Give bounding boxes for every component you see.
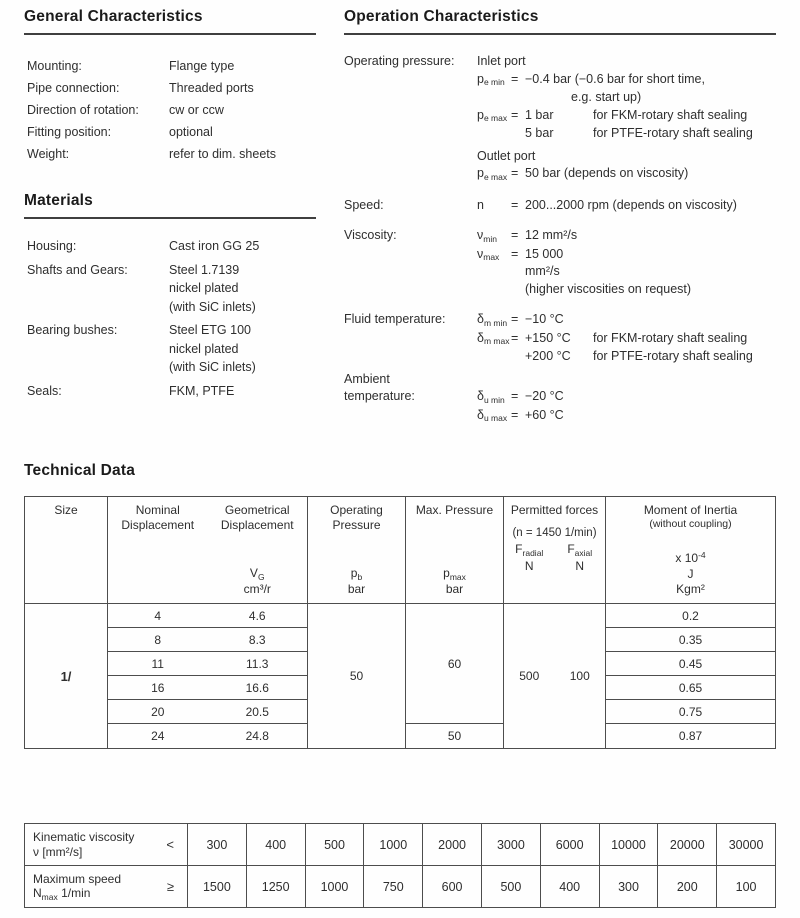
material-value-line: (with SiC inlets) <box>169 360 256 374</box>
op-line <box>344 53 776 71</box>
pb-unit-block <box>308 566 405 597</box>
top-columns <box>24 8 776 456</box>
header-inertia-label: Moment of Inertia <box>643 503 738 517</box>
material-value-line: (with SiC inlets) <box>169 299 256 314</box>
pmax-unit: bar <box>445 582 464 596</box>
header-permitted-forces <box>504 497 605 604</box>
header-size <box>25 497 107 604</box>
material-label: Seals: <box>27 383 62 398</box>
op-symbol: $\delta_{u min}$ <box>477 389 505 405</box>
op-equals: = <box>511 407 519 422</box>
op-value: +60 °C <box>525 407 564 422</box>
inertia-value: 0.87 <box>678 729 703 743</box>
vg-unit: cm³/r <box>243 582 271 596</box>
general-characteristics-title: General Characteristics <box>24 8 203 25</box>
op-symbol: $\nu_{max}$ <box>477 246 500 262</box>
vg-subscript: G <box>257 571 265 582</box>
vg-symbol: $V_G$ <box>249 566 265 582</box>
op-label: Viscosity: <box>344 228 397 242</box>
kv-row <box>24 121 316 143</box>
f-axial-unit: N <box>575 559 585 573</box>
pb-unit: bar <box>347 582 366 596</box>
inertia-value: 0.75 <box>606 700 775 724</box>
viscosity-value: 10000 <box>599 824 658 865</box>
nominal-value: 24 <box>151 729 165 743</box>
material-row <box>24 382 316 401</box>
geometrical-value: 8.3 <box>248 632 266 647</box>
op-symbol-sub: m max <box>483 336 510 346</box>
op-value: 50 bar (depends on viscosity) <box>525 166 689 180</box>
op-symbol: $p_{e min}$ <box>477 71 505 87</box>
material-label: Housing: <box>27 239 77 253</box>
max-speed-value: 500 <box>481 866 540 907</box>
max-speed-row <box>25 865 775 907</box>
nominal-value: 8 <box>154 632 162 647</box>
left-column <box>24 8 316 456</box>
viscosity-value: 400 <box>246 824 305 865</box>
f-radial-value: 500 <box>519 669 540 683</box>
table-row <box>108 604 307 628</box>
op-equals: = <box>511 389 519 403</box>
header-permitted-forces-label: Permitted forces <box>510 503 599 517</box>
op-group-heading: Inlet port <box>477 54 526 68</box>
column-size <box>25 497 107 748</box>
general-characteristics-list <box>24 55 316 165</box>
pb-symbol: $p_b$ <box>350 566 363 582</box>
op-label: temperature: <box>344 389 415 403</box>
max-speed-value: 1500 <box>187 866 246 907</box>
pmax-unit-block <box>406 566 503 597</box>
op-value: +150 °C <box>525 330 571 345</box>
material-value <box>169 382 234 401</box>
material-value <box>169 261 256 317</box>
op-note: for FKM-rotary shaft sealing <box>593 330 748 345</box>
op-symbol-sub: u min <box>483 394 505 405</box>
header-operating-pressure <box>308 497 405 604</box>
op-value: (higher viscosities on request) <box>525 281 692 296</box>
title-rule <box>24 33 316 35</box>
op-group-heading: Outlet port <box>477 148 536 163</box>
max-speed-value: 300 <box>599 866 658 907</box>
viscosity-value: 6000 <box>540 824 599 865</box>
max-speed-value: 1000 <box>305 866 364 907</box>
technical-data-table <box>24 496 776 749</box>
op-value: 5 bar <box>525 126 554 140</box>
material-value-line: nickel plated <box>169 281 239 295</box>
nominal-value: 4 <box>154 608 162 623</box>
size-value: 1/ <box>60 668 72 684</box>
spacer <box>108 566 208 597</box>
inertia-title-block <box>606 503 775 531</box>
viscosity-value: 3000 <box>481 824 540 865</box>
material-value-line: Steel ETG 100 <box>169 323 251 337</box>
inertia-exponent-sup: -4 <box>698 550 706 560</box>
materials-list <box>24 237 316 400</box>
vg-unit-block <box>208 566 308 597</box>
inertia-note: (without coupling) <box>649 518 732 530</box>
op-value: −0.4 bar (−0.6 bar for short time, <box>525 71 705 86</box>
header-geometrical-displacement: Geometrical Displacement <box>220 503 294 532</box>
material-value <box>169 237 259 256</box>
viscosity-value: 30000 <box>716 824 775 865</box>
inertia-rows <box>606 604 775 748</box>
max-speed-value: 100 <box>716 866 775 907</box>
kv-row <box>24 143 316 165</box>
max-speed-value: 750 <box>363 866 422 907</box>
op-symbol-sub: m min <box>483 317 508 328</box>
header-max-pressure-label: Max. Pressure <box>415 503 494 517</box>
nominal-value: 20 <box>151 704 165 719</box>
operating-pressure-value: 50 <box>349 669 364 683</box>
kv-label: Weight: <box>27 147 70 161</box>
max-speed-label-line1: Maximum speed <box>33 871 122 886</box>
op-symbol-sub: u max <box>483 413 508 423</box>
kv-value: cw or ccw <box>169 103 224 117</box>
material-value-line: Cast iron GG 25 <box>169 239 260 253</box>
op-line <box>344 165 776 184</box>
column-displacement <box>107 497 307 748</box>
inertia-exponent: x $10^{-4}$ <box>675 550 706 565</box>
op-value: e.g. start up) <box>571 90 642 104</box>
op-label: Speed: <box>344 197 384 212</box>
table-row <box>108 700 307 724</box>
op-line <box>344 281 776 299</box>
op-line <box>344 371 776 389</box>
op-value: 12 mm²/s <box>525 228 578 242</box>
nominal-value: 11 <box>151 656 164 671</box>
op-label: Fluid temperature: <box>344 312 446 326</box>
viscosity-speed-table <box>24 823 776 908</box>
op-symbol-sub: e max <box>483 171 508 182</box>
pmax-subscript: max <box>449 571 466 582</box>
kv-value: Flange type <box>169 59 235 73</box>
kv-label: Fitting position: <box>27 125 112 139</box>
header-nominal-displacement: Nominal Displacement <box>121 503 195 532</box>
kv-row <box>24 77 316 99</box>
op-equals: = <box>511 246 519 261</box>
speed-condition: (n = 1450 1/min) <box>512 527 597 539</box>
title-rule <box>344 33 776 35</box>
inertia-unit-block <box>606 551 775 597</box>
material-label: Bearing bushes: <box>27 323 118 337</box>
force-units-row <box>504 559 605 573</box>
viscosity-value: 20000 <box>657 824 716 865</box>
column-max-pressure <box>405 497 503 748</box>
op-label: Ambient <box>344 371 390 386</box>
op-line <box>344 407 776 426</box>
displacement-titles <box>108 503 307 533</box>
material-value-line: nickel plated <box>169 341 239 356</box>
technical-data-title: Technical Data <box>24 462 136 479</box>
kv-value: optional <box>169 125 213 139</box>
table-row <box>108 676 307 700</box>
material-value-line: FKM, PTFE <box>169 383 235 398</box>
viscosity-value: 1000 <box>363 824 422 865</box>
max-pressure-lower-cell: 50 <box>447 729 462 743</box>
op-symbol: $\delta_{u max}$ <box>477 407 508 423</box>
op-line <box>344 197 776 215</box>
viscosity-label-line1: Kinematic viscosity <box>33 830 135 844</box>
op-equals: = <box>511 166 519 180</box>
op-line <box>344 227 776 246</box>
title-rule <box>24 217 316 219</box>
op-note: for FKM-rotary shaft sealing <box>593 107 748 122</box>
op-note: for PTFE-rotary shaft sealing <box>593 349 753 363</box>
op-label: Operating pressure: <box>344 54 455 68</box>
max-speed-label <box>33 872 121 902</box>
op-line <box>344 388 776 407</box>
material-row <box>24 261 316 317</box>
op-symbol: $p_{e max}$ <box>477 166 508 182</box>
material-label: Shafts and Gears: <box>27 262 128 277</box>
operating-pressure-cell <box>308 604 405 748</box>
op-value: +200 °C <box>525 349 571 363</box>
f-radial-symbol: $F_{radial}$ <box>515 542 544 558</box>
kv-label: Pipe connection: <box>27 81 120 95</box>
column-operating-pressure <box>307 497 405 748</box>
displacement-rows <box>108 604 307 748</box>
op-value: 1 bar <box>525 107 554 122</box>
column-permitted-forces <box>503 497 605 748</box>
material-value-line: Steel 1.7139 <box>169 262 240 277</box>
op-equals: = <box>511 197 519 212</box>
op-equals: = <box>511 107 519 122</box>
kv-label: Mounting: <box>27 59 82 73</box>
op-symbol: $\delta_{m min}$ <box>477 312 508 328</box>
inertia-unit: Kgm² <box>676 582 705 596</box>
displacement-units <box>108 566 307 603</box>
kv-value: refer to dim. sheets <box>169 147 276 161</box>
geometrical-value: 4.6 <box>248 608 266 623</box>
op-note: for PTFE-rotary shaft sealing <box>593 126 753 140</box>
viscosity-label-line2: ν [mm²/s] <box>33 844 83 859</box>
nominal-value: 16 <box>151 680 165 695</box>
op-line <box>344 311 776 330</box>
op-line <box>344 71 776 90</box>
max-speed-label-cell <box>25 866 187 907</box>
max-speed-value: 200 <box>657 866 716 907</box>
table-row <box>108 724 307 748</box>
material-row <box>24 237 316 256</box>
op-line <box>344 348 776 366</box>
header-size-label: Size <box>54 503 78 517</box>
op-symbol: n <box>477 197 484 212</box>
viscosity-label-cell <box>25 824 187 865</box>
max-speed-value: 400 <box>540 866 599 907</box>
operation-characteristics-list <box>344 53 776 425</box>
inertia-value: 0.2 <box>606 604 775 628</box>
header-max-pressure <box>406 497 503 604</box>
geometrical-value: 20.5 <box>245 704 269 719</box>
inertia-value: 0.65 <box>606 676 775 700</box>
header-moment-of-inertia <box>606 497 775 604</box>
op-line <box>344 89 776 107</box>
greater-equal-symbol: ≥ <box>166 879 174 894</box>
kv-row <box>24 99 316 121</box>
geometrical-value: 16.6 <box>245 680 269 695</box>
viscosity-row <box>25 824 775 865</box>
max-speed-label-line2: $N_{max}$ 1/min <box>33 886 91 902</box>
page-content <box>24 8 776 908</box>
op-value: 200...2000 rpm (depends on viscosity) <box>525 197 737 212</box>
op-value: −20 °C <box>525 389 564 403</box>
geometrical-value: 24.8 <box>245 729 269 743</box>
materials-title: Materials <box>24 192 93 209</box>
inertia-value: 0.45 <box>606 652 775 676</box>
op-equals: = <box>511 228 519 242</box>
permitted-forces-cell <box>504 604 605 748</box>
op-symbol-sub: e min <box>483 77 505 87</box>
op-value: 15 000 mm²/s <box>525 246 564 278</box>
kv-value: Threaded ports <box>169 81 254 95</box>
size-cell <box>25 604 107 748</box>
viscosity-value: 500 <box>305 824 364 865</box>
op-line <box>344 107 776 126</box>
material-value <box>169 321 256 377</box>
kv-label: Direction of rotation: <box>27 103 139 117</box>
pmax-symbol: $p_{max}$ <box>443 566 466 582</box>
column-moment-of-inertia <box>605 497 775 748</box>
header-operating-pressure-label: Operating Pressure <box>330 503 383 532</box>
op-line <box>344 125 776 143</box>
right-column <box>344 8 776 456</box>
op-line <box>344 330 776 349</box>
max-speed-value: 1250 <box>246 866 305 907</box>
f-axial-subscript: axial <box>574 547 593 558</box>
op-symbol: $p_{e max}$ <box>477 107 508 123</box>
f-axial-value: 100 <box>569 669 590 683</box>
inertia-j: J <box>687 567 694 581</box>
op-symbol: $\delta_{m max}$ <box>477 330 510 346</box>
table-row <box>108 652 307 676</box>
viscosity-value: 2000 <box>422 824 481 865</box>
pb-subscript: b <box>357 571 363 582</box>
op-equals: = <box>511 71 519 86</box>
less-than-symbol: < <box>166 837 174 852</box>
op-symbol: $\nu_{min}$ <box>477 228 497 244</box>
f-axial-symbol: $F_{axial}$ <box>567 542 593 558</box>
f-radial-unit: N <box>524 559 534 573</box>
inertia-value: 0.35 <box>606 628 775 652</box>
nmax-subscript: max <box>41 891 58 902</box>
max-pressure-upper-cell: 60 <box>406 604 503 724</box>
op-symbol-sub: min <box>483 233 497 244</box>
max-speed-value: 600 <box>422 866 481 907</box>
op-symbol-sub: e max <box>483 113 508 123</box>
op-value: −10 °C <box>525 312 564 326</box>
max-pressure-cells <box>406 604 503 748</box>
op-equals: = <box>511 330 519 345</box>
op-symbol-sub: max <box>483 252 500 262</box>
table-row <box>108 628 307 652</box>
op-equals: = <box>511 312 519 326</box>
f-radial-subscript: radial <box>522 547 544 558</box>
op-line <box>344 148 776 166</box>
material-row <box>24 321 316 377</box>
viscosity-value: 300 <box>187 824 246 865</box>
kv-row <box>24 55 316 77</box>
header-displacement <box>108 497 307 604</box>
viscosity-label <box>33 830 134 859</box>
op-line <box>344 246 776 281</box>
operation-characteristics-title: Operation Characteristics <box>344 8 539 25</box>
force-symbols-row <box>504 542 605 556</box>
geometrical-value: 11.3 <box>246 656 269 671</box>
